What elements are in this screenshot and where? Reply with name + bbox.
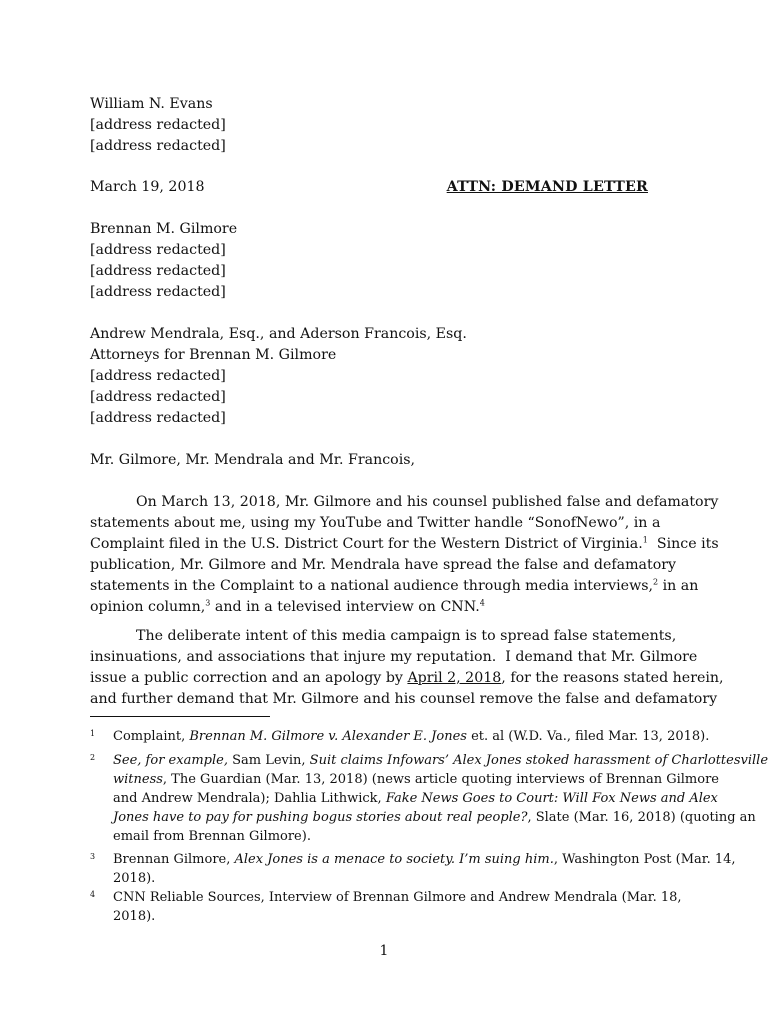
attorney-address-1: [address redacted] <box>90 368 226 384</box>
text-run: statements in the Complaint to a national audience through media interviews, <box>90 578 654 594</box>
footnote-number: 4 <box>90 890 96 899</box>
footnote-line <box>113 751 768 770</box>
text-run: et. al (W.D. Va., filed Mar. 13, 2018). <box>466 729 710 744</box>
text-run: Complaint, <box>113 729 190 744</box>
footnote-line <box>113 789 718 808</box>
sender-address-2: [address redacted] <box>90 138 226 154</box>
text-run: Brennan Gilmore, <box>113 852 235 867</box>
footnote-number: 1 <box>90 729 96 738</box>
footnote-ref-4[interactable]: 4 <box>479 598 485 608</box>
attorney-names: Andrew Mendrala, Esq., and Aderson Francois, Esq. <box>90 326 467 342</box>
recipient-name: Brennan M. Gilmore <box>90 221 238 237</box>
footnote-ref-2[interactable]: 2 <box>653 577 659 587</box>
footnote-line <box>113 727 710 746</box>
attorney-address-3: [address redacted] <box>90 410 226 426</box>
article-title: Alex Jones is a menace to society. I’m suing him. <box>234 852 554 867</box>
footnote-body <box>113 727 710 746</box>
footnote-line: 2018). <box>113 909 156 924</box>
text-run: issue a public correction and an apology by <box>90 670 408 686</box>
footnote-line: CNN Reliable Sources, Interview of Brennan Gilmore and Andrew Mendrala (Mar. 18, <box>113 890 682 905</box>
footnote-line: email from Brennan Gilmore). <box>113 829 311 844</box>
sender-block <box>90 94 226 157</box>
paragraph-line <box>90 576 699 597</box>
text-run: , Slate (Mar. 16, 2018) (quoting an <box>527 810 756 825</box>
footnote-divider <box>90 716 270 717</box>
attorney-role: Attorneys for Brennan M. Gilmore <box>90 347 337 363</box>
footnote-body <box>113 850 736 888</box>
footnote-body <box>113 751 768 846</box>
attn-heading: ATTN: DEMAND LETTER <box>446 179 648 195</box>
footnote-body <box>113 888 682 926</box>
paragraph-line: On March 13, 2018, Mr. Gilmore and his counsel published false and defamatory <box>136 494 719 510</box>
signal-text: See, for example, <box>113 753 228 768</box>
text-run: , Washington Post (Mar. 14, <box>553 852 736 867</box>
paragraph-line: publication, Mr. Gilmore and Mr. Mendrala have spread the false and defamatory <box>90 557 677 573</box>
text-run: opinion column, <box>90 599 206 615</box>
footnote-number: 3 <box>90 852 96 861</box>
footnote-number: 2 <box>90 753 96 762</box>
paragraph-line: insinuations, and associations that injure my reputation. I demand that Mr. Gilmore <box>90 649 698 665</box>
paragraph-line: statements about me, using my YouTube and Twitter handle “SonofNewo”, in a <box>90 515 661 531</box>
paragraph-line <box>90 534 719 555</box>
recipient-address-1: [address redacted] <box>90 242 226 258</box>
footnote-ref-1[interactable]: 1 <box>642 535 648 545</box>
text-run: in an <box>658 578 699 594</box>
footnote-line <box>113 770 719 789</box>
paragraph-line: and further demand that Mr. Gilmore and his counsel remove the false and defamatory <box>90 691 718 707</box>
footnote-line <box>113 850 736 869</box>
text-run: and Andrew Mendrala); Dahlia Lithwick, <box>113 791 386 806</box>
paragraph-2 <box>90 626 724 710</box>
recipient-address-3: [address redacted] <box>90 284 226 300</box>
text-run: , The Guardian (Mar. 13, 2018) (news article quoting interviews of Brennan Gilmore <box>162 772 719 787</box>
recipient-address-2: [address redacted] <box>90 263 226 279</box>
recipient-block <box>90 219 237 303</box>
footnote-ref-3[interactable]: 3 <box>205 598 211 608</box>
sender-name: William N. Evans <box>90 96 213 112</box>
case-name: Brennan M. Gilmore v. Alexander E. Jones <box>189 729 467 744</box>
paragraph-1 <box>90 492 719 618</box>
paragraph-line <box>90 668 724 689</box>
text-run: Since its <box>647 536 719 552</box>
footnote-line <box>113 808 756 827</box>
article-title: witness <box>113 772 163 787</box>
text-run: and in a televised interview on CNN. <box>210 599 480 615</box>
salutation: Mr. Gilmore, Mr. Mendrala and Mr. Francois, <box>90 452 416 468</box>
attorneys-block <box>90 324 467 429</box>
deadline-date: April 2, 2018 <box>407 670 502 686</box>
paragraph-line: The deliberate intent of this media campaign is to spread false statements, <box>136 628 677 644</box>
sender-address-1: [address redacted] <box>90 117 226 133</box>
article-title: Suit claims Infowars’ Alex Jones stoked harassment of Charlottesville <box>309 753 768 768</box>
article-title: Fake News Goes to Court: Will Fox News and Alex <box>385 791 718 806</box>
article-title: Jones have to pay for pushing bogus stories about real people? <box>113 810 528 825</box>
footnote-line: 2018). <box>113 871 156 886</box>
text-run: Complaint filed in the U.S. District Court for the Western District of Virginia. <box>90 536 643 552</box>
page-number: 1 <box>379 943 389 959</box>
attorney-address-2: [address redacted] <box>90 389 226 405</box>
letter-date: March 19, 2018 <box>90 179 205 195</box>
text-run: Sam Levin, <box>227 753 310 768</box>
text-run: , for the reasons stated herein, <box>501 670 724 686</box>
paragraph-line <box>90 597 650 618</box>
